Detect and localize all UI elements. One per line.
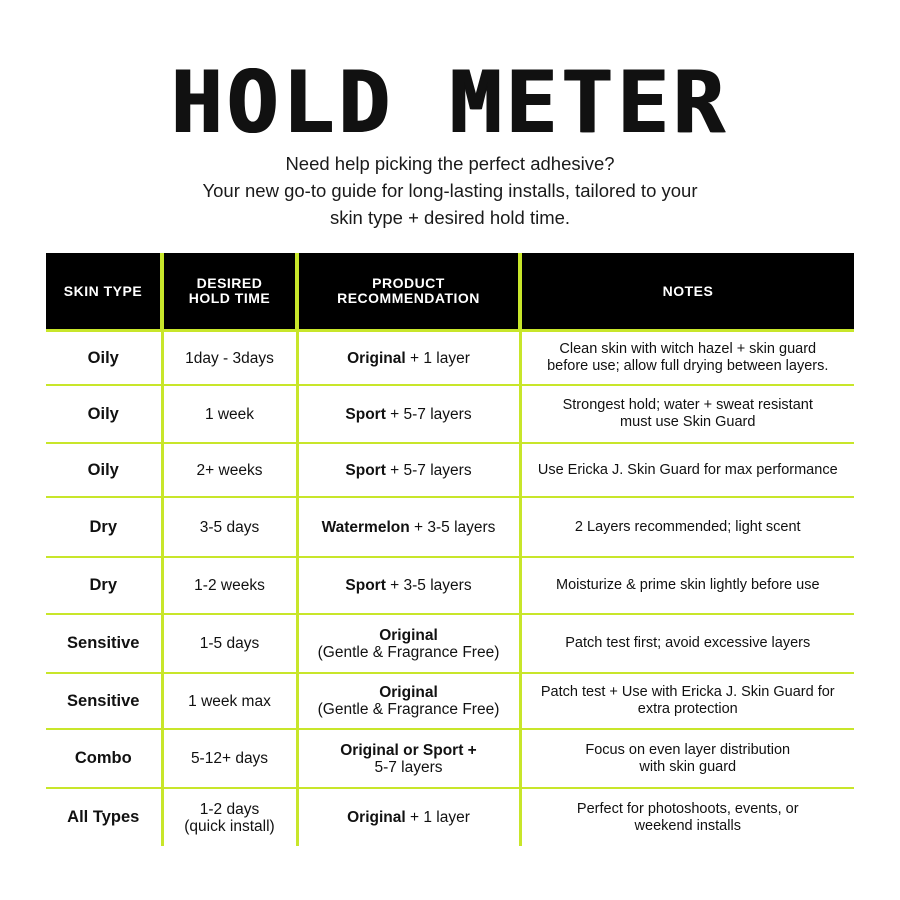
page-title: HOLD METER <box>171 53 729 153</box>
table-row <box>46 673 854 729</box>
cell-product <box>297 385 520 443</box>
cell-product <box>297 614 520 673</box>
notes-line: extra protection <box>637 701 738 717</box>
notes-line: must use Skin Guard <box>620 414 756 430</box>
product-name: Original <box>379 626 438 644</box>
notes-line: before use; allow full drying between layers. <box>547 358 829 374</box>
cell-skin-type: Combo <box>46 729 162 788</box>
notes-line: Perfect for photoshoots, events, or <box>576 800 799 817</box>
cell-skin-type: Dry <box>46 557 162 614</box>
cell-skin-type: Sensitive <box>46 614 162 673</box>
notes-line: weekend installs <box>634 817 741 834</box>
product-name: Sport <box>345 405 386 423</box>
cell-product <box>297 331 520 386</box>
cell-hold-time: 1 week <box>162 385 297 443</box>
cell-product <box>297 788 520 846</box>
cell-skin-type: Oily <box>46 443 162 497</box>
hold-time-line: 1-2 days <box>199 800 260 818</box>
notes-line: Patch test first; avoid excessive layers <box>565 635 811 651</box>
product-layers: + 1 layer <box>405 809 470 826</box>
table-row <box>46 788 854 846</box>
hold-time-line: (quick install) <box>184 817 275 835</box>
notes-line: Moisturize & prime skin lightly before use <box>555 577 820 593</box>
header-product-line: RECOMMENDATION <box>337 290 480 306</box>
table-row <box>46 497 854 557</box>
product-name: Sport <box>345 577 386 594</box>
cell-skin-type: Oily <box>46 385 162 443</box>
product-name: Watermelon <box>321 518 410 536</box>
product-detail: 5-7 layers <box>374 758 443 776</box>
header-skin-type: SKIN TYPE <box>46 253 162 331</box>
header-hold-time-line: DESIRED <box>196 275 263 291</box>
notes-line: Strongest hold; water + sweat resistant <box>562 397 813 413</box>
cell-skin-type: Oily <box>46 331 162 386</box>
cell-notes <box>520 557 854 614</box>
product-layers: + 3-5 layers <box>385 577 472 594</box>
cell-notes <box>520 443 854 497</box>
notes-line: 2 Layers recommended; light scent <box>574 518 801 535</box>
header-hold-time-line: HOLD TIME <box>188 290 271 306</box>
cell-notes <box>520 385 854 443</box>
cell-skin-type: Sensitive <box>46 673 162 729</box>
cell-product <box>297 497 520 557</box>
table-row <box>46 331 854 386</box>
cell-skin-type: All Types <box>67 808 140 826</box>
page-subtitle <box>100 150 800 231</box>
product-name: Original or Sport + <box>340 741 477 759</box>
cell-hold-time: 1-5 days <box>162 614 297 673</box>
header-notes: NOTES <box>520 253 854 331</box>
notes-line: Patch test + Use with Ericka J. Skin Guard for <box>540 684 835 700</box>
table-row <box>46 385 854 443</box>
table-header-row <box>46 253 854 331</box>
product-name: Original <box>379 684 438 701</box>
cell-hold-time: 1day - 3days <box>162 331 297 386</box>
notes-line: with skin guard <box>639 758 737 775</box>
cell-hold-time: 5-12+ days <box>162 729 297 788</box>
hold-meter-table <box>46 253 854 846</box>
cell-product <box>297 557 520 614</box>
cell-notes <box>520 331 854 386</box>
cell-hold-time: 1 week max <box>162 673 297 729</box>
cell-product <box>297 729 520 788</box>
product-detail: (Gentle & Fragrance Free) <box>317 643 500 661</box>
notes-line: Focus on even layer distribution <box>585 741 791 758</box>
cell-notes <box>520 673 854 729</box>
table-row <box>46 557 854 614</box>
cell-notes <box>520 729 854 788</box>
product-detail: (Gentle & Fragrance Free) <box>317 701 500 718</box>
product-layers: + 3-5 layers <box>409 518 496 536</box>
cell-notes <box>520 788 854 846</box>
cell-hold-time: 3-5 days <box>162 497 297 557</box>
cell-hold-time: 1-2 weeks <box>162 557 297 614</box>
cell-hold-time <box>162 788 297 846</box>
subtitle-line: Your new go-to guide for long-lasting installs, tailored to your <box>202 180 698 201</box>
cell-product <box>297 673 520 729</box>
product-name: Original <box>347 809 406 826</box>
cell-hold-time: 2+ weeks <box>162 443 297 497</box>
table-row <box>46 443 854 497</box>
table-row <box>46 729 854 788</box>
cell-notes <box>520 614 854 673</box>
header-product-line: PRODUCT <box>372 275 445 291</box>
header-product <box>297 253 520 331</box>
product-name: Original <box>347 349 406 367</box>
notes-line: Clean skin with witch hazel + skin guard <box>559 341 817 357</box>
product-layers: + 5-7 layers <box>385 405 472 423</box>
cell-product <box>297 443 520 497</box>
subtitle-line: skin type + desired hold time. <box>329 207 571 228</box>
product-layers: + 5-7 layers <box>385 461 472 479</box>
cell-notes <box>520 497 854 557</box>
product-layers: + 1 layer <box>405 349 470 367</box>
header-hold-time <box>162 253 297 331</box>
subtitle-line: Need help picking the perfect adhesive? <box>285 153 615 174</box>
notes-line: Use Ericka J. Skin Guard for max performance <box>537 461 838 478</box>
product-name: Sport <box>345 461 386 479</box>
table-row <box>46 614 854 673</box>
cell-skin-type: Dry <box>46 497 162 557</box>
